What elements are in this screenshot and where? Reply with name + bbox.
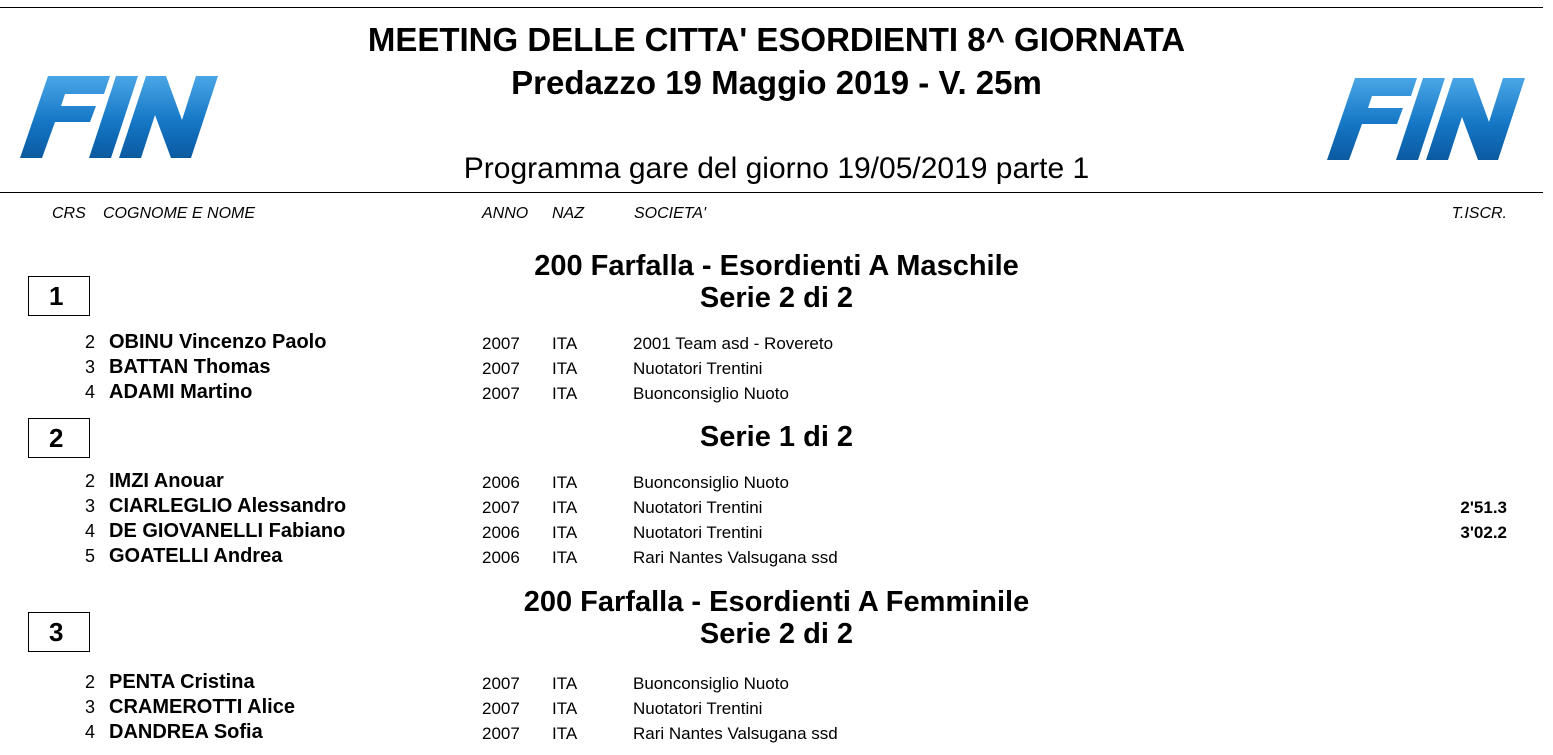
club: Buonconsiglio Nuoto xyxy=(633,473,789,492)
athlete-name: OBINU Vincenzo Paolo xyxy=(109,331,327,353)
nationality: ITA xyxy=(552,724,578,743)
club: Nuotatori Trentini xyxy=(633,359,763,378)
birth-year: 2007 xyxy=(482,498,520,517)
club: Rari Nantes Valsugana ssd xyxy=(633,548,838,567)
nationality: ITA xyxy=(552,548,578,567)
club: Nuotatori Trentini xyxy=(633,523,763,542)
table-row xyxy=(0,330,1553,354)
table-row xyxy=(0,519,1553,543)
athlete-name: DE GIOVANELLI Fabiano xyxy=(109,520,346,542)
page-subtitle: Programma gare del giorno 19/05/2019 parte 1 xyxy=(463,152,1090,185)
club: Nuotatori Trentini xyxy=(633,498,763,517)
entry-time: 2'51.3 xyxy=(1460,498,1507,517)
lane-number: 3 xyxy=(84,357,95,377)
lane-number: 3 xyxy=(84,496,95,516)
birth-year: 2006 xyxy=(482,548,520,567)
table-row xyxy=(0,355,1553,379)
club: 2001 Team asd - Rovereto xyxy=(633,334,834,353)
nationality: ITA xyxy=(552,473,578,492)
page-title: MEETING DELLE CITTA' ESORDIENTI 8^ GIORNATA xyxy=(367,21,1186,58)
birth-year: 2007 xyxy=(482,724,520,743)
nationality: ITA xyxy=(552,699,578,718)
birth-year: 2007 xyxy=(482,674,520,693)
athlete-name: CIARLEGLIO Alessandro xyxy=(109,495,347,517)
birth-year: 2006 xyxy=(482,473,520,492)
birth-year: 2007 xyxy=(482,384,520,403)
page-title-line2: Predazzo 19 Maggio 2019 - V. 25m xyxy=(511,64,1042,101)
col-name: COGNOME E NOME xyxy=(103,205,256,222)
table-row xyxy=(0,494,1553,518)
heat-number-box: 3 xyxy=(28,612,90,652)
athlete-name: ADAMI Martino xyxy=(109,381,253,403)
heat-number-box: 2 xyxy=(28,418,90,458)
lane-number: 3 xyxy=(84,697,95,717)
lane-number: 2 xyxy=(84,471,95,491)
lane-number: 2 xyxy=(84,332,95,352)
entry-time: 3'02.2 xyxy=(1460,523,1507,542)
birth-year: 2006 xyxy=(482,523,520,542)
nationality: ITA xyxy=(552,359,578,378)
club: Rari Nantes Valsugana ssd xyxy=(633,724,838,743)
heat-title: Serie 2 di 2 xyxy=(699,282,854,314)
birth-year: 2007 xyxy=(482,699,520,718)
table-row xyxy=(0,544,1553,568)
athlete-name: IMZI Anouar xyxy=(109,470,224,492)
birth-year: 2007 xyxy=(482,334,520,353)
lane-number: 5 xyxy=(84,546,95,566)
table-row xyxy=(0,380,1553,404)
col-tiscr: T.ISCR. xyxy=(1451,205,1507,222)
nationality: ITA xyxy=(552,384,578,403)
athlete-name: DANDREA Sofia xyxy=(109,721,263,743)
lane-number: 4 xyxy=(84,521,95,541)
col-anno: ANNO xyxy=(482,205,529,222)
col-societa: SOCIETA' xyxy=(634,205,707,222)
birth-year: 2007 xyxy=(482,359,520,378)
club: Buonconsiglio Nuoto xyxy=(633,674,789,693)
nationality: ITA xyxy=(552,334,578,353)
heat-title: Serie 2 di 2 xyxy=(699,618,854,650)
athlete-name: PENTA Cristina xyxy=(109,671,255,693)
table-row xyxy=(0,469,1553,493)
col-crs: CRS xyxy=(52,205,86,222)
lane-number: 4 xyxy=(84,722,95,742)
heat-title: Serie 1 di 2 xyxy=(699,421,854,453)
lane-number: 4 xyxy=(84,382,95,402)
nationality: ITA xyxy=(552,498,578,517)
table-row xyxy=(0,670,1553,694)
heat-number-box: 1 xyxy=(28,276,90,316)
club: Nuotatori Trentini xyxy=(633,699,763,718)
lane-number: 2 xyxy=(84,672,95,692)
event-title: 200 Farfalla - Esordienti A Femminile xyxy=(523,586,1030,618)
table-row xyxy=(0,720,1553,744)
subtitle-rule xyxy=(0,192,1543,193)
nationality: ITA xyxy=(552,523,578,542)
club: Buonconsiglio Nuoto xyxy=(633,384,789,403)
col-naz: NAZ xyxy=(552,205,584,222)
athlete-name: BATTAN Thomas xyxy=(109,356,271,378)
athlete-name: GOATELLI Andrea xyxy=(109,545,283,567)
top-rule xyxy=(0,7,1543,8)
nationality: ITA xyxy=(552,674,578,693)
athlete-name: CRAMEROTTI Alice xyxy=(109,696,295,718)
event-title: 200 Farfalla - Esordienti A Maschile xyxy=(534,250,1019,282)
table-row xyxy=(0,695,1553,719)
